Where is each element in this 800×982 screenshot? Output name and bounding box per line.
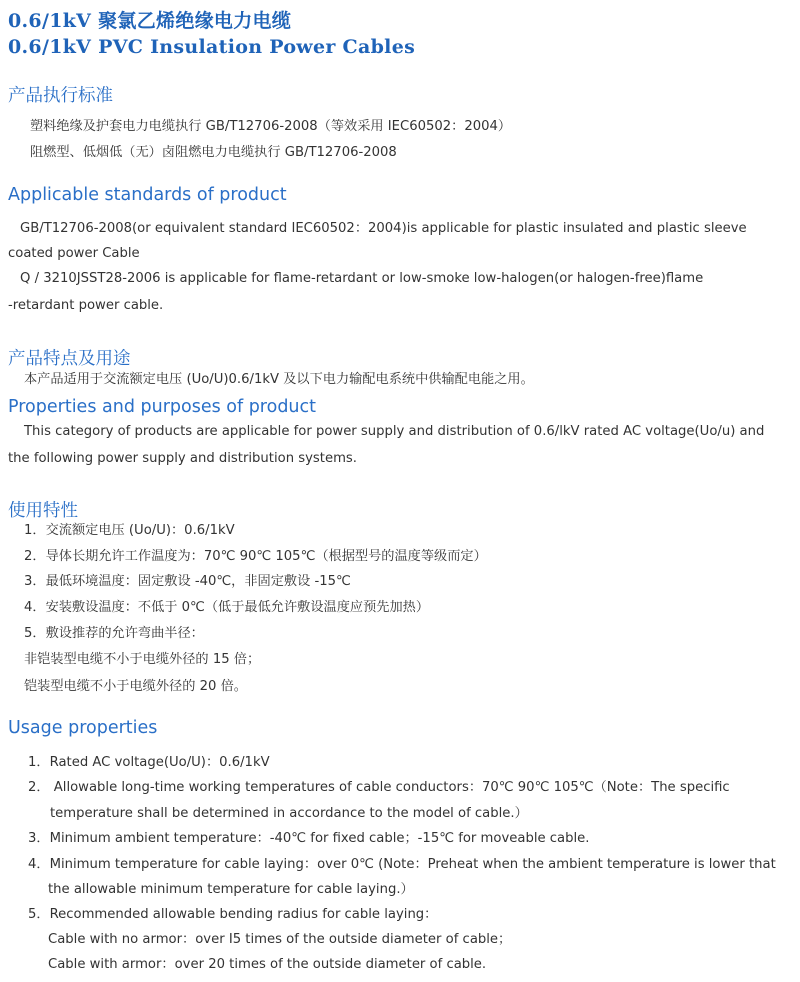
heading-standards-en: Applicable standards of product [8,185,287,205]
usage-cn-line: 2．导体长期允许工作温度为：70℃ 90℃ 105℃（根据型号的温度等级而定） [24,549,487,564]
standards-cn-line: 阻燃型、低烟低（无）卤阻燃电力电缆执行 GB/T12706-2008 [30,145,397,160]
standards-en-line: -retardant power cable. [8,298,164,313]
standards-en-line: coated power Cable [8,246,140,261]
usage-en-line: Cable with no armor：over I5 times of the outside diameter of cable； [48,932,512,947]
title-chinese: 0.6/1kV 聚氯乙烯绝缘电力电缆 [8,10,292,32]
heading-usage-en: Usage properties [8,718,158,738]
standards-cn-line: 塑料绝缘及护套电力电缆执行 GB/T12706-2008（等效采用 IEC60502：2004） [30,119,512,134]
usage-en-line: 1．Rated AC voltage(Uo/U)：0.6/1kV [28,755,270,770]
properties-cn-line: 本产品适用于交流额定电压 (Uo/U)0.6/1kV 及以下电力输配电系统中供输配电能之用。 [24,372,534,387]
heading-usage-cn: 使用特性 [8,501,78,521]
title-english: 0.6/1kV PVC Insulation Power Cables [8,36,416,58]
heading-properties-cn: 产品特点及用途 [8,349,131,369]
usage-en-line: 4．Minimum temperature for cable laying：over 0℃ (Note：Preheat when the ambient temperature is lower that [28,857,776,872]
usage-en-line: temperature shall be determined in accordance to the model of cable.） [50,806,528,821]
usage-cn-line: 3．最低环境温度：固定敷设 -40℃，非固定敷设 -15℃ [24,574,351,589]
heading-standards-cn: 产品执行标准 [8,86,113,106]
usage-cn-line: 1．交流额定电压 (Uo/U)：0.6/1kV [24,523,235,538]
usage-en-line: 2． Allowable long-time working temperatures of cable conductors：70℃ 90℃ 105℃（Note：The specific [28,780,730,795]
usage-en-line: the allowable minimum temperature for cable laying.） [48,882,414,897]
heading-properties-en: Properties and purposes of product [8,397,317,417]
usage-cn-line: 非铠装型电缆不小于电缆外径的 15 倍； [24,652,261,667]
usage-en-line: 5．Recommended allowable bending radius for cable laying： [28,907,438,922]
properties-en-line: This category of products are applicable for power supply and distribution of 0.6/lkV rated AC voltage(Uo/u) and [24,424,765,439]
standards-en-line: Q / 3210JSST28-2006 is applicable for flame-retardant or low-smoke low-halogen(or halogen-free)flame [20,271,704,286]
usage-en-line: 3．Minimum ambient temperature：-40℃ for fixed cable；-15℃ for moveable cable. [28,831,590,846]
properties-en-line: the following power supply and distribution systems. [8,451,357,466]
usage-cn-line: 铠装型电缆不小于电缆外径的 20 倍。 [24,679,247,694]
usage-cn-line: 4．安装敷设温度：不低于 0℃（低于最低允许敷设温度应预先加热） [24,600,430,615]
usage-cn-line: 5．敷设推荐的允许弯曲半径： [24,626,204,641]
standards-en-line: GB/T12706-2008(or equivalent standard IEC60502：2004)is applicable for plastic insulated and plastic sleeve [20,221,747,236]
usage-en-line: Cable with armor：over 20 times of the outside diameter of cable. [48,957,487,972]
